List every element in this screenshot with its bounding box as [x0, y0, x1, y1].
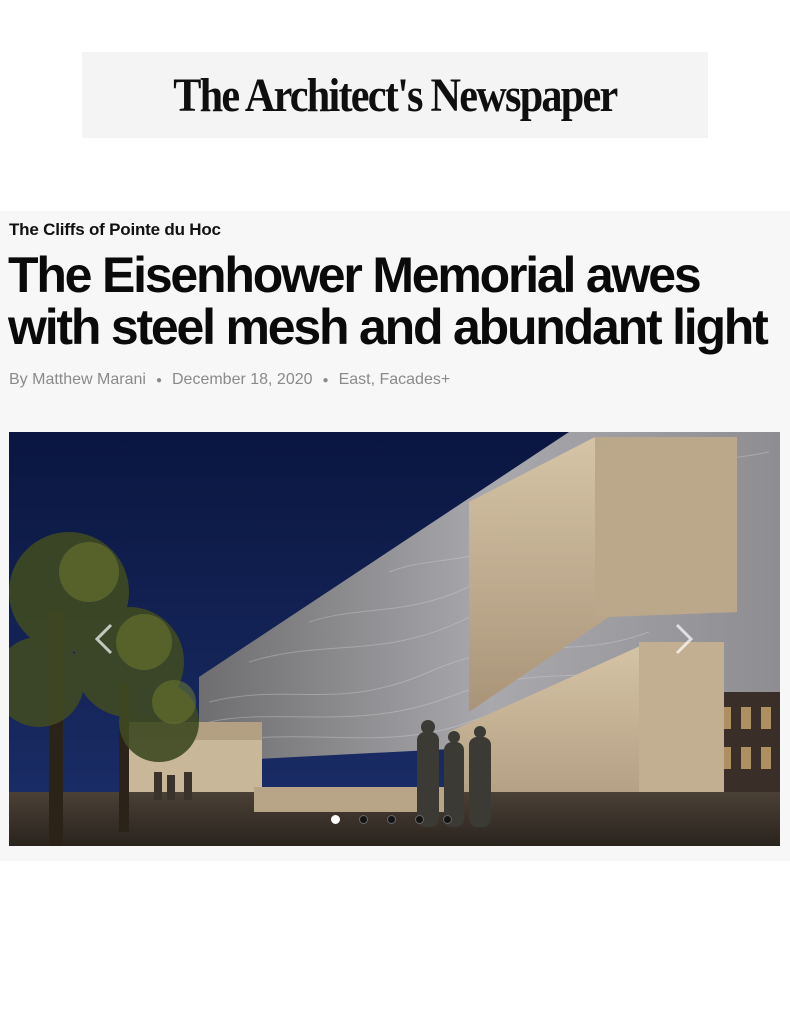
carousel-dot[interactable] — [415, 815, 424, 824]
carousel-next-button[interactable] — [669, 617, 699, 661]
byline-separator: ● — [322, 374, 329, 386]
article-kicker[interactable]: The Cliffs of Pointe du Hoc — [9, 220, 221, 239]
article-date: December 18, 2020 — [171, 371, 313, 388]
site-masthead[interactable] — [82, 52, 708, 138]
image-carousel[interactable] — [9, 432, 780, 846]
carousel-dot[interactable] — [331, 815, 340, 824]
article-headline: The Eisenhower Memorial awes with steel mesh and abundant light — [8, 247, 767, 355]
chevron-left-icon — [93, 621, 115, 657]
carousel-indicators — [331, 815, 452, 824]
byline-separator: ● — [155, 374, 162, 386]
article-header — [0, 211, 790, 861]
carousel-photo — [9, 432, 780, 846]
carousel-dot[interactable] — [443, 815, 452, 824]
carousel-prev-button[interactable] — [89, 617, 119, 661]
article-byline — [9, 371, 450, 389]
category-links[interactable]: East, Facades+ — [338, 371, 451, 388]
carousel-dot[interactable] — [359, 815, 368, 824]
author-link[interactable]: By Matthew Marani — [9, 371, 146, 388]
chevron-right-icon — [673, 621, 695, 657]
site-logo-text: The Architect's Newspaper — [173, 68, 617, 122]
carousel-dot[interactable] — [387, 815, 396, 824]
